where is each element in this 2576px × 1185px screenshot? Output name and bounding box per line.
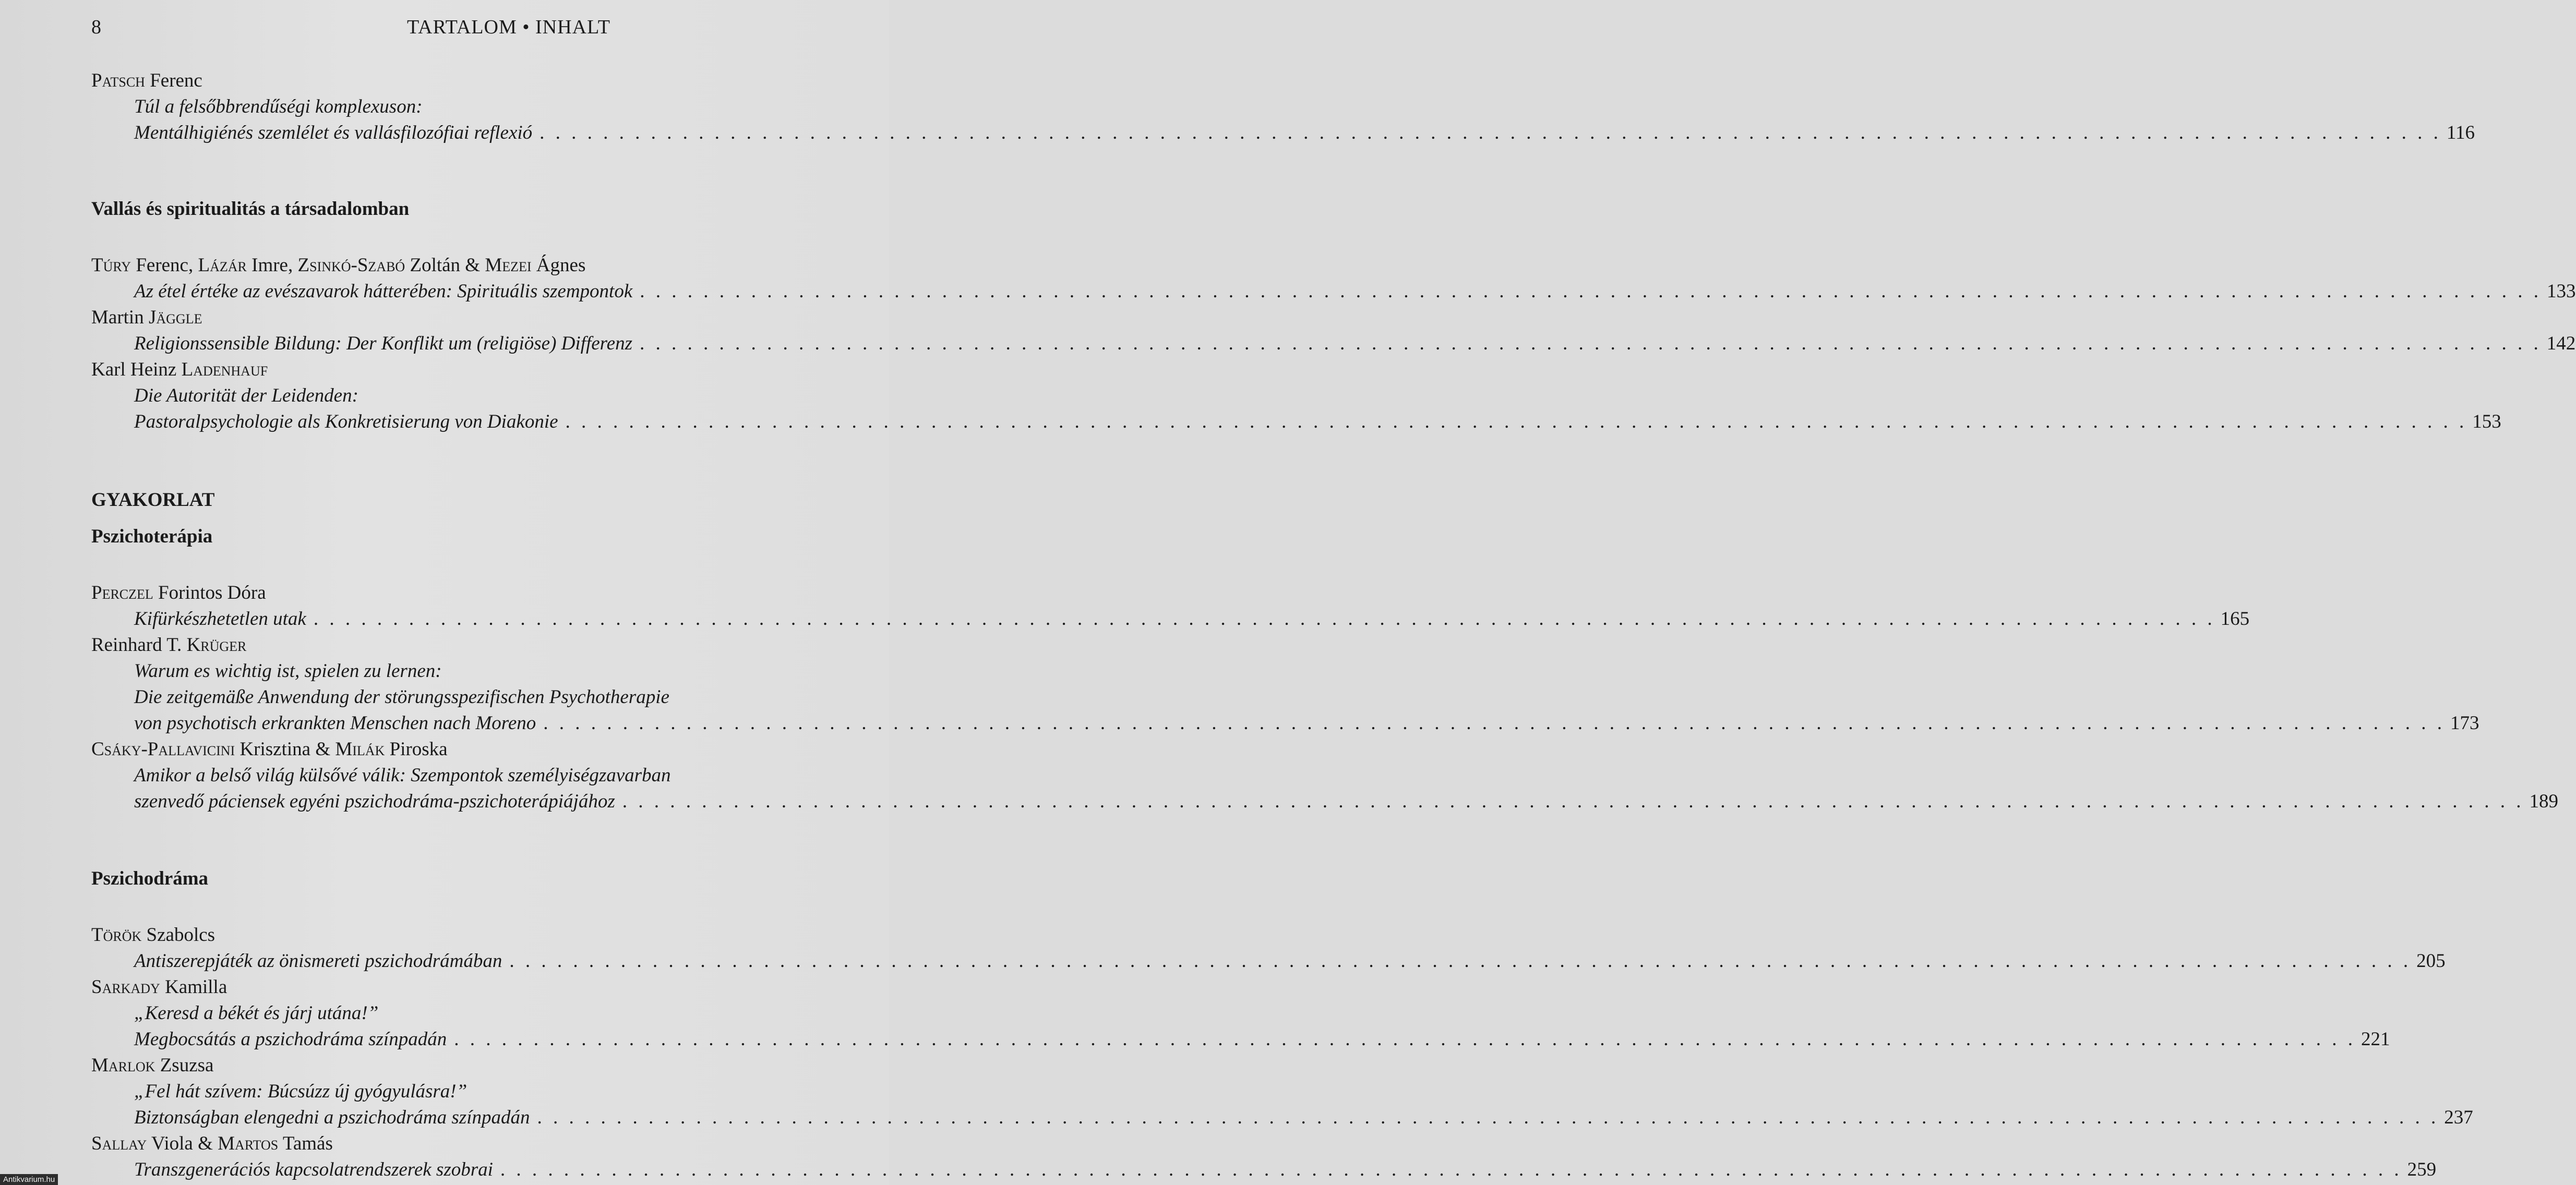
toc-entry-link[interactable] [134,1157,2437,1183]
toc-title-line: Die Autorität der Leidenden: [134,385,358,406]
author-given-name: Tamás [278,1133,333,1154]
toc-author [91,974,832,1000]
author-surname: Túry [91,255,131,276]
table-of-contents [91,68,2576,1183]
author-surname: Milák [335,739,385,760]
dot-leader: . . . . . . . . . . . . . . . . . . . . . . . . . . . . . . . . . . . . . . . . . . . . . . . . . . . . . . . . . . . . . . . . . . . . . . . . . . . . . . . . . . . . . . . . . . . . . . . . . . . . . . . . . . . . . . . . . . . . . . . . [454,1029,2356,1050]
toc-entry-link[interactable] [134,279,2576,305]
dot-leader: . . . . . . . . . . . . . . . . . . . . . . . . . . . . . . . . . . . . . . . . . . . . . . . . . . . . . . . . . . . . . . . . . . . . . . . . . . . . . . . . . . . . . . . . . . . . . . . . . . . . . . . . . . . . . . . . . . . . . . . . [640,281,2542,302]
author-given-name: Reinhard T. [91,634,187,656]
dot-leader: . . . . . . . . . . . . . . . . . . . . . . . . . . . . . . . . . . . . . . . . . . . . . . . . . . . . . . . . . . . . . . . . . . . . . . . . . . . . . . . . . . . . . . . . . . . . . . . . . . . . . . . . . . . . . . . . . . . . . . . . [622,791,2524,812]
toc-title-line: Az étel értéke az evészavarok hátterében: Spirituális szempontok [134,281,633,302]
page-reference: 142 [2546,333,2576,354]
author-given-name: Forintos Dóra [153,582,266,603]
toc-title-line: Mentálhigiénés szemlélet és vallásfilozófiai reflexió [134,122,533,143]
toc-title-line: Religionssensible Bildung: Der Konflikt um (religiöse) Differenz [134,333,633,354]
author-surname: Ladenhauf [181,359,268,380]
section-heading-psychodrama: Pszichodráma [91,868,209,889]
toc-author [91,580,832,606]
author-surname: Patsch [91,70,145,91]
watermark: Antikvarium.hu [0,1174,58,1185]
author-surname: Krüger [186,634,247,656]
page-reference: 259 [2407,1159,2437,1180]
toc-entry-link[interactable] [134,789,2558,815]
section-heading-psychotherapy: Pszichoterápia [91,526,213,547]
toc-author [91,1053,832,1079]
toc-entry-link[interactable] [134,120,2475,146]
toc-title-line: „Fel hát szívem: Búcsúzz új gyógyulásra!” [134,1081,468,1102]
toc-block-3 [91,580,2558,815]
toc-title-line: Warum es wichtig ist, spielen zu lernen: [134,660,442,682]
page-number: 8 [91,16,102,38]
section-heading-society: Vallás és spiritualitás a társadalomban [91,198,410,220]
author-surname: Marlok [91,1055,155,1076]
toc-title-line: Pastoralpsychologie als Konkretisierung von Diakonie [134,411,558,432]
dot-leader: . . . . . . . . . . . . . . . . . . . . . . . . . . . . . . . . . . . . . . . . . . . . . . . . . . . . . . . . . . . . . . . . . . . . . . . . . . . . . . . . . . . . . . . . . . . . . . . . . . . . . . . . . . . . . . . . . . . . . . . . [313,608,2215,630]
toc-author [91,736,832,763]
author-given-name: Krisztina & [235,739,336,760]
running-head [91,16,610,42]
page-reference: 205 [2416,950,2446,972]
toc-block-2 [91,252,2576,435]
toc-entry-link[interactable] [134,710,2479,736]
running-title: TARTALOM • INHALT [407,16,610,38]
toc-entry-link[interactable] [134,331,2576,357]
author-given-name: Imre, [246,255,298,276]
author-surname: Sallay [91,1133,147,1154]
toc-title-line: von psychotisch erkrankten Menschen nach Moreno [134,712,536,734]
author-given-name: Viola & [147,1133,218,1154]
toc-entry-link[interactable] [134,948,2446,974]
author-given-name: Zsuzsa [155,1055,214,1076]
author-given-name: Ágnes [531,255,586,276]
author-surname: Perczel [91,582,153,603]
toc-block-1 [91,68,2475,146]
toc-entry-link[interactable] [134,409,2501,435]
toc-author [91,632,832,658]
toc-author [91,922,832,948]
toc-title-line: Túl a felsőbbrendűségi komplexuson: [134,96,423,117]
dot-leader: . . . . . . . . . . . . . . . . . . . . . . . . . . . . . . . . . . . . . . . . . . . . . . . . . . . . . . . . . . . . . . . . . . . . . . . . . . . . . . . . . . . . . . . . . . . . . . . . . . . . . . . . . . . . . . . . . . . . . . . . [509,950,2412,972]
toc-title-line: „Keresd a békét és járj utána!” [134,1002,379,1024]
page-reference: 133 [2547,281,2576,302]
toc-block-4 [91,922,2473,1183]
author-given-name: Kamilla [160,976,227,998]
author-given-name: Martin [91,307,149,328]
page-reference: 153 [2472,411,2501,432]
toc-entry-link[interactable] [134,1026,2390,1053]
toc-author [91,252,832,279]
author-surname: Zsinkó-Szabó [297,255,405,276]
author-given-name: Ferenc, [131,255,198,276]
toc-title-line: szenvedő páciensek egyéni pszichodráma-pszichoterápiájához [134,791,615,812]
toc-title-line: Antiszerepjáték az önismereti pszichodrámában [134,950,502,972]
page-reference: 116 [2446,122,2475,143]
author-surname: Lázár [198,255,247,276]
toc-title-line: Kifürkészhetetlen utak [134,608,306,630]
author-surname: Mezei [485,255,532,276]
dot-leader: . . . . . . . . . . . . . . . . . . . . . . . . . . . . . . . . . . . . . . . . . . . . . . . . . . . . . . . . . . . . . . . . . . . . . . . . . . . . . . . . . . . . . . . . . . . . . . . . . . . . . . . . . . . . . . . . . . . . . . . . [540,122,2441,143]
author-surname: Csáky-Pallavicini [91,739,235,760]
page-reference: 221 [2361,1029,2390,1050]
author-given-name: Zoltán & [405,255,485,276]
toc-author [91,1131,832,1157]
author-surname: Jäggle [148,307,202,328]
dot-leader: . . . . . . . . . . . . . . . . . . . . . . . . . . . . . . . . . . . . . . . . . . . . . . . . . . . . . . . . . . . . . . . . . . . . . . . . . . . . . . . . . . . . . . . . . . . . . . . . . . . . . . . . . . . . . . . . . . . . . . . . [537,1107,2439,1128]
toc-entry-link[interactable] [134,1105,2473,1131]
toc-title-line: Amikor a belső világ külsővé válik: Szempontok személyiségzavarban [134,765,671,786]
toc-title-line: Die zeitgemäße Anwendung der störungsspezifischen Psychotherapie [134,686,669,708]
page-reference: 189 [2529,791,2558,812]
page-reference: 165 [2220,608,2250,630]
dot-leader: . . . . . . . . . . . . . . . . . . . . . . . . . . . . . . . . . . . . . . . . . . . . . . . . . . . . . . . . . . . . . . . . . . . . . . . . . . . . . . . . . . . . . . . . . . . . . . . . . . . . . . . . . . . . . . . . . . . . . . . . [543,712,2445,734]
toc-author [91,305,832,331]
toc-entry-link[interactable] [134,606,2250,632]
toc-title-line: Megbocsátás a pszichodráma színpadán [134,1029,447,1050]
toc-author [91,68,832,94]
author-surname: Sarkady [91,976,160,998]
toc-title-line: Biztonságban elengedni a pszichodráma színpadán [134,1107,530,1128]
author-surname: Martos [218,1133,279,1154]
author-surname: Török [91,924,142,946]
author-given-name: Piroska [385,739,448,760]
author-given-name: Karl Heinz [91,359,182,380]
page-reference: 237 [2444,1107,2473,1128]
dot-leader: . . . . . . . . . . . . . . . . . . . . . . . . . . . . . . . . . . . . . . . . . . . . . . . . . . . . . . . . . . . . . . . . . . . . . . . . . . . . . . . . . . . . . . . . . . . . . . . . . . . . . . . . . . . . . . . . . . . . . . . . [640,333,2542,354]
page-reference: 173 [2450,712,2479,734]
toc-author [91,357,832,383]
author-given-name: Ferenc [145,70,202,91]
toc-title-line: Transzgenerációs kapcsolatrendszerek szobrai [134,1159,493,1180]
author-given-name: Szabolcs [141,924,215,946]
part-heading-practice: GYAKORLAT [91,489,215,511]
dot-leader: . . . . . . . . . . . . . . . . . . . . . . . . . . . . . . . . . . . . . . . . . . . . . . . . . . . . . . . . . . . . . . . . . . . . . . . . . . . . . . . . . . . . . . . . . . . . . . . . . . . . . . . . . . . . . . . . . . . . . . . . [500,1159,2402,1180]
dot-leader: . . . . . . . . . . . . . . . . . . . . . . . . . . . . . . . . . . . . . . . . . . . . . . . . . . . . . . . . . . . . . . . . . . . . . . . . . . . . . . . . . . . . . . . . . . . . . . . . . . . . . . . . . . . . . . . . . . . . . . . . [565,411,2467,432]
